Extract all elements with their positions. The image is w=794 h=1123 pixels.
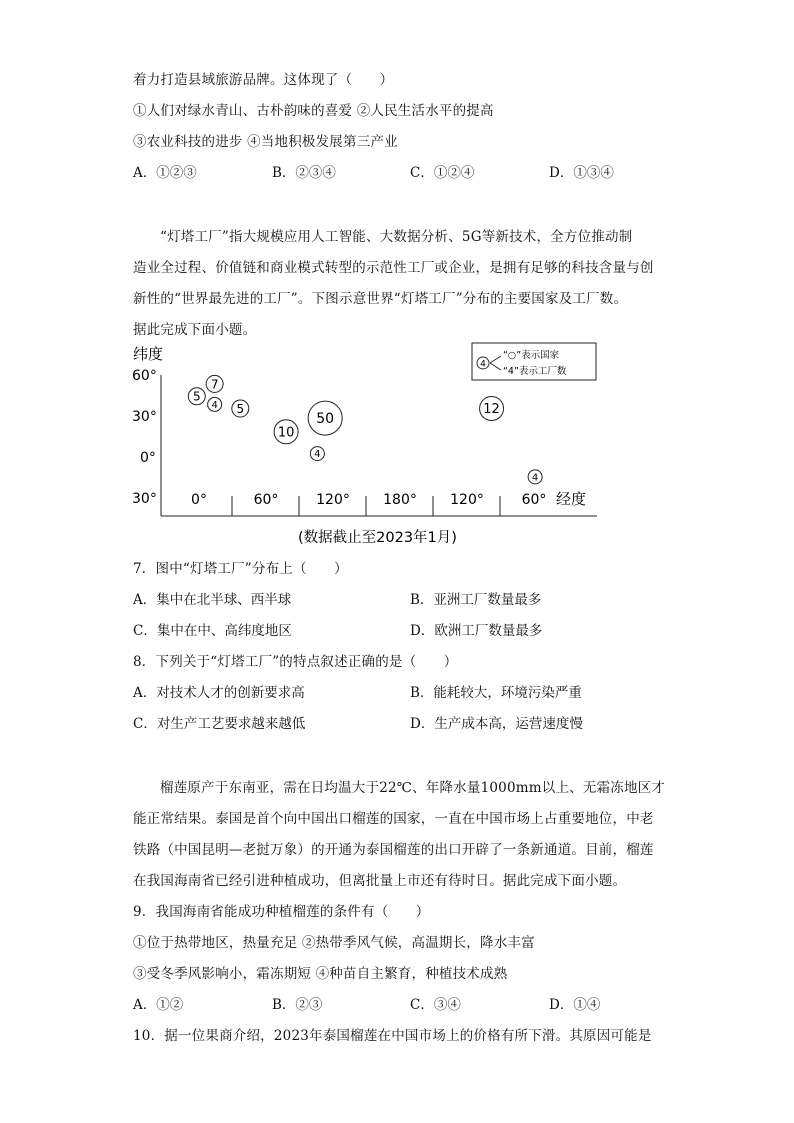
q6-option-b: B．②③④ xyxy=(272,165,336,181)
q7-option-b: B．亚洲工厂数量最多 xyxy=(410,592,542,608)
q8-stem: 8．下列关于“灯塔工厂”的特点叙述正确的是（ ） xyxy=(133,654,458,670)
factory-count-label: 10 xyxy=(277,425,295,441)
legend-line-2: “4”表示工厂数 xyxy=(503,366,567,377)
q9-stem: 9．我国海南省能成功种植榴莲的条件有（ ） xyxy=(133,904,430,920)
x-axis-ticks xyxy=(191,492,546,516)
q9-option-a: A．①② xyxy=(133,997,184,1013)
lighthouse-factory-chart xyxy=(120,338,600,553)
q6-option-a: A．①②③ xyxy=(133,165,197,181)
factory-count-label: 4 xyxy=(531,472,539,484)
passage3-line-4: 在我国海南省已经引进种植成功，但离批量上市还有待时日。据此完成下面小题。 xyxy=(133,873,627,889)
q9-option-c: C．③④ xyxy=(410,997,461,1013)
y-tick-30n: 30° xyxy=(132,409,157,425)
q7-stem: 7．图中“灯塔工厂”分布上（ ） xyxy=(133,561,348,577)
y-tick-0: 0° xyxy=(140,450,156,466)
factory-count-label: 12 xyxy=(483,402,500,418)
passage2-line-2: 造业全过程、价值链和商业模式转型的示范性工厂或企业，是拥有足够的科技含量与创 xyxy=(133,260,654,276)
chart-points xyxy=(188,375,542,483)
q8-option-d: D．生产成本高，运营速度慢 xyxy=(410,716,583,732)
factory-count-label: 4 xyxy=(314,449,321,461)
x-tick-label: 60° xyxy=(521,492,547,508)
q6-stem-tail: 着力打造县域旅游品牌。这体现了（ ） xyxy=(133,72,394,88)
factory-count-label: 5 xyxy=(192,389,201,404)
factory-count-label: 50 xyxy=(316,411,335,428)
q7-option-d: D．欧洲工厂数量最多 xyxy=(410,623,543,639)
q6-statements-1: ①人们对绿水青山、古朴韵味的喜爱 ②人民生活水平的提高 xyxy=(133,103,494,119)
q6-option-c: C．①②④ xyxy=(410,165,475,181)
y-tick-60n: 60° xyxy=(132,368,157,384)
q9-option-d: D．①④ xyxy=(549,997,601,1013)
q6-statements-2: ③农业科技的进步 ④当地积极发展第三产业 xyxy=(133,134,398,150)
x-tick-label: 60° xyxy=(253,492,279,508)
chart-caption: (数据截止至2023年1月) xyxy=(298,530,457,546)
passage2-line-4: 据此完成下面小题。 xyxy=(133,322,257,338)
x-tick-label: 120° xyxy=(450,492,484,508)
y-tick-30s: 30° xyxy=(132,491,157,507)
q9-statements-1: ①位于热带地区，热量充足 ②热带季风气候，高温期长，降水丰富 xyxy=(133,935,535,951)
chart-svg xyxy=(120,338,600,553)
passage2-line-1: “灯塔工厂”指大规模应用人工智能、大数据分析、5G等新技术，全方位推动制 xyxy=(160,229,633,245)
factory-count-label: 7 xyxy=(210,377,219,392)
q9-option-b: B．②③ xyxy=(272,997,323,1013)
q8-option-b: B．能耗较大，环境污染严重 xyxy=(410,685,582,701)
q7-option-a: A．集中在北半球、西半球 xyxy=(133,592,292,608)
x-axis-label: 经度 xyxy=(556,490,587,508)
y-axis-label: 纬度 xyxy=(133,345,164,363)
passage3-line-1: 榴莲原产于东南亚，需在日均温大于22℃、年降水量1000mm以上、无霜冻地区才 xyxy=(160,780,666,796)
legend-line-1: “○”表示国家 xyxy=(503,350,560,361)
passage3-line-2: 能正常结果。泰国是首个向中国出口榴莲的国家，一直在中国市场上占重要地位，中老 xyxy=(133,811,654,827)
x-tick-label: 180° xyxy=(383,492,417,508)
q8-option-c: C．对生产工艺要求越来越低 xyxy=(133,716,306,732)
passage3-line-3: 铁路（中国昆明—老挝万象）的开通为泰国榴莲的出口开辟了一条新通道。目前，榴莲 xyxy=(133,842,654,858)
q8-option-a: A．对技术人才的创新要求高 xyxy=(133,685,305,701)
legend-sample-count: 4 xyxy=(480,359,486,370)
legend-box xyxy=(472,343,596,380)
factory-count-label: 4 xyxy=(211,399,218,411)
q9-statements-2: ③受冬季风影响小，霜冻期短 ④种苗自主繁育，种植技术成熟 xyxy=(133,966,508,982)
q6-option-d: D．①③④ xyxy=(549,165,614,181)
x-tick-label: 120° xyxy=(316,492,350,508)
factory-count-label: 5 xyxy=(236,402,245,417)
x-tick-label: 0° xyxy=(191,492,207,508)
q7-option-c: C．集中在中、高纬度地区 xyxy=(133,623,292,639)
passage2-line-3: 新性的“世界最先进的工厂”。下图示意世界“灯塔工厂”分布的主要国家及工厂数。 xyxy=(133,291,628,307)
q10-stem: 10．据一位果商介绍，2023年泰国榴莲在中国市场上的价格有所下滑。其原因可能是 xyxy=(133,1028,652,1044)
